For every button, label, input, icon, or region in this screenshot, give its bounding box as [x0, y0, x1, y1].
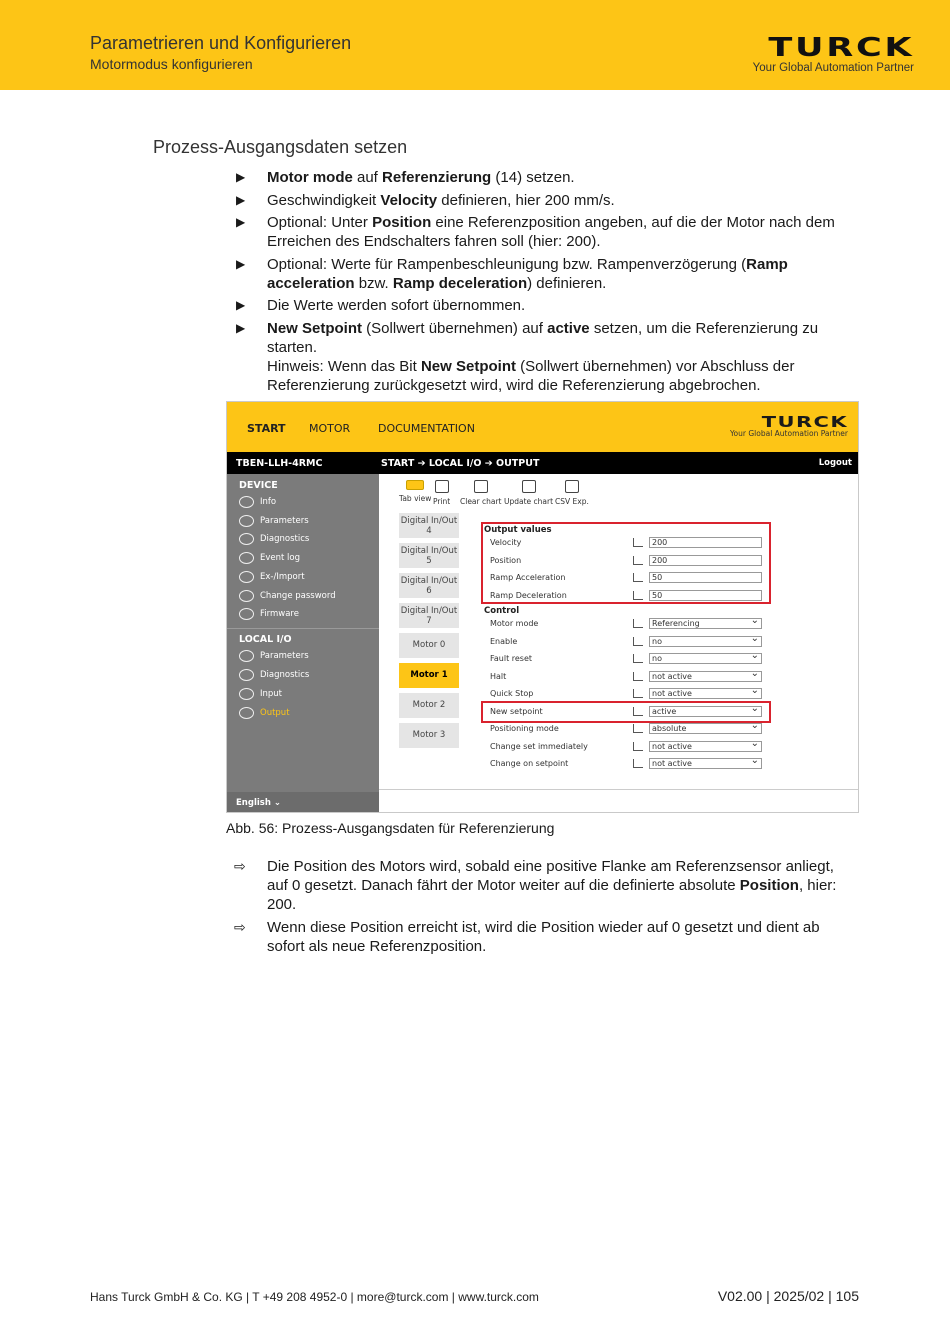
bold-term: Referenzierung	[382, 169, 492, 186]
sidebar-item-icon	[239, 533, 254, 545]
sidebar-item-icon	[239, 552, 254, 564]
module-button[interactable]: Motor 1	[399, 663, 459, 688]
sidebar-item-diagnostics[interactable]	[239, 533, 309, 545]
param-select[interactable]: active ⌄	[649, 706, 762, 717]
sidebar-item-local-parameters[interactable]	[239, 650, 309, 662]
sidebar-item-local-input[interactable]	[239, 688, 282, 700]
toolbar-label: Update chart	[504, 497, 554, 506]
bold-term: Position	[739, 877, 799, 894]
param-row-positioning-mode	[490, 723, 765, 737]
arrow-bullet-icon: ▶	[236, 298, 246, 312]
sidebar-item-label: Change password	[260, 590, 336, 601]
logout-link[interactable]: Logout	[818, 458, 852, 468]
sidebar-item-icon	[239, 515, 254, 527]
param-select[interactable]: absolute ⌄	[649, 723, 762, 734]
param-label: Velocity	[490, 538, 522, 547]
result-arrow-icon: ⇨	[234, 918, 246, 935]
update-chart-icon	[522, 480, 536, 493]
arrow-bullet-icon: ▶	[236, 320, 246, 335]
output-values-title: Output values	[484, 525, 552, 535]
param-row-change-set-immediately	[490, 741, 765, 755]
bold-term: New Setpoint	[420, 357, 516, 375]
sidebar-item-label: Parameters	[260, 515, 309, 526]
arrow-bullet-icon: ▶	[236, 256, 246, 271]
param-label: Change on setpoint	[490, 759, 569, 768]
nav-documentation[interactable]: DOCUMENTATION	[378, 422, 475, 435]
web-ui-sidebar	[227, 474, 379, 792]
turck-logo	[752, 33, 914, 74]
web-ui-device-bar	[227, 452, 859, 474]
sidebar-item-icon	[239, 688, 254, 700]
param-input[interactable]: 200	[649, 537, 762, 548]
toolbar-clear-chart[interactable]	[460, 480, 502, 506]
param-label: Position	[490, 555, 522, 565]
chart-icon[interactable]	[633, 654, 643, 663]
result-item: ⇨ Die Position des Motors wird, sobald eine positive Flanke am Referenzsensor anliegt, auf 0 gesetzt. Danach fährt der Motor weiter auf die definierte absolute Position, hier: 200.	[234, 858, 837, 913]
toolbar-print[interactable]	[433, 480, 450, 506]
param-input[interactable]: 50	[649, 590, 762, 601]
web-ui-topbar	[227, 402, 859, 452]
bold-term: Ramp acceleration	[267, 255, 788, 292]
param-select[interactable]: not active ⌄	[649, 758, 762, 769]
figure-caption: Abb. 56: Prozess-Ausgangsdaten für Referenzierung	[226, 820, 555, 836]
device-name: TBEN-LLH-4RMC	[236, 458, 323, 469]
param-label: New setpoint	[490, 706, 543, 716]
footer-contact: Hans Turck GmbH & Co. KG | T +49 208 4952-0 | more@turck.com | www.turck.com	[90, 1290, 539, 1304]
module-button[interactable]: Motor 0	[399, 633, 459, 658]
section-title: Prozess-Ausgangsdaten setzen	[153, 137, 408, 157]
control-title: Control	[484, 606, 520, 616]
sidebar-item-label: Diagnostics	[260, 670, 310, 680]
step-item: ▶ Geschwindigkeit Velocity definieren, hier 200 mm/s.	[236, 191, 615, 209]
toolbar-update-chart[interactable]	[504, 480, 553, 506]
sidebar-item-label: Info	[260, 497, 277, 507]
bold-term: Ramp deceleration	[392, 274, 528, 292]
csv-export-icon	[565, 480, 579, 493]
param-label: Fault reset	[490, 654, 533, 663]
sidebar-item-icon	[239, 608, 254, 620]
param-input[interactable]: 50	[649, 572, 762, 583]
step-item: ▶ Motor mode auf Referenzierung (14) setzen.	[236, 169, 575, 186]
bold-term: New Setpoint	[267, 319, 363, 337]
sidebar-item-firmware[interactable]	[239, 608, 299, 620]
toolbar-csv-export[interactable]	[555, 480, 589, 506]
step-item: ▶ New Setpoint (Sollwert übernehmen) auf active setzen, um die Referenzierung zu starten. Hinweis: Wenn das Bit New Setpoint (Sollwert übernehmen) vor Abschluss der Referenzierung zurückgesetzt wird, wird die Referenzierung abgebrochen.	[236, 319, 819, 394]
param-row-motor-mode	[490, 618, 765, 632]
param-row-quick-stop	[490, 688, 765, 702]
sidebar-item-ex-import[interactable]	[239, 571, 305, 583]
toolbar-label: Tab view	[399, 494, 432, 503]
web-ui-logo-tagline: Your Global Automation Partner	[729, 429, 848, 438]
nav-start[interactable]: START	[247, 422, 286, 435]
toolbar-label: Clear chart	[460, 497, 502, 506]
bold-term: Motor mode	[267, 169, 353, 186]
result-arrow-icon: ⇨	[234, 858, 246, 874]
highlight-new-setpoint	[481, 701, 771, 723]
footer-version: V02.00 | 2025/02 | 105	[717, 1288, 859, 1304]
sidebar-item-info[interactable]	[239, 496, 276, 508]
param-label: Enable	[490, 636, 518, 646]
sidebar-item-icon	[239, 650, 254, 662]
print-icon	[435, 480, 449, 493]
sidebar-item-label: Input	[260, 689, 283, 699]
param-label: Change set immediately	[490, 741, 588, 751]
sidebar-item-icon	[239, 707, 254, 719]
nav-motor[interactable]: MOTOR	[309, 422, 351, 435]
param-select[interactable]: no ⌄	[649, 653, 762, 664]
param-select[interactable]: no ⌄	[649, 636, 762, 647]
sidebar-item-label: Parameters	[260, 651, 309, 661]
toolbar-label: Print	[433, 497, 451, 506]
param-select[interactable]: Referencing ⌄	[649, 618, 762, 629]
sidebar-item-event-log[interactable]	[239, 552, 300, 564]
param-select[interactable]: not active ⌄	[649, 741, 762, 752]
param-row-halt	[490, 671, 765, 685]
result-item: ⇨ Wenn diese Position erreicht ist, wird die Position wieder auf 0 gesetzt und dient ab sofort als neue Referenzposition.	[234, 918, 820, 955]
param-label: Quick Stop	[490, 689, 534, 698]
arrow-bullet-icon: ▶	[236, 170, 246, 184]
sidebar-divider	[227, 628, 379, 629]
step-item: ▶ Optional: Unter Position eine Referenzposition angeben, auf die der Motor nach dem Erreichen des Endschalters fahren soll (hier: 200).	[236, 214, 835, 250]
instruction-steps	[236, 168, 856, 398]
chart-icon[interactable]	[633, 742, 643, 751]
sidebar-item-label: Ex-/Import	[260, 571, 305, 582]
chart-icon[interactable]	[633, 689, 643, 698]
param-select[interactable]: not active ⌄	[649, 688, 762, 699]
module-button[interactable]: Digital In/Out 4	[399, 513, 459, 538]
param-row-change-on-setpoint	[490, 758, 765, 772]
sidebar-item-icon	[239, 590, 254, 602]
sidebar-item-label: Diagnostics	[260, 534, 310, 545]
sidebar-item-label: Event log	[260, 553, 301, 564]
param-select[interactable]: not active ⌄	[649, 671, 762, 682]
arrow-bullet-icon: ▶	[236, 192, 246, 207]
sidebar-item-label: Firmware	[260, 609, 299, 620]
sidebar-heading-device: DEVICE	[239, 480, 278, 491]
sidebar-item-icon	[239, 571, 254, 583]
param-label: Positioning mode	[490, 724, 559, 733]
chart-icon[interactable]	[633, 637, 643, 646]
web-ui-logo-word: TURCK	[761, 413, 848, 431]
page-header	[0, 0, 950, 90]
param-input[interactable]: 200	[649, 555, 762, 566]
bold-term: Position	[372, 214, 432, 231]
web-ui-logo	[730, 415, 848, 438]
sidebar-item-local-output[interactable]	[239, 707, 290, 719]
param-label: Ramp Deceleration	[490, 590, 567, 600]
toolbar-tab-view[interactable]	[399, 480, 431, 503]
sidebar-item-icon	[239, 496, 254, 508]
step-item: ▶ Optional: Werte für Rampenbeschleunigung bzw. Rampenverzögerung (Ramp acceleration bzw. Ramp deceleration) definieren.	[236, 255, 788, 292]
toolbar-label: CSV Exp.	[555, 497, 589, 506]
module-button[interactable]: Digital In/Out 5	[399, 543, 459, 568]
bold-term: Velocity	[380, 191, 438, 209]
module-button[interactable]: Digital In/Out 6	[399, 573, 459, 598]
param-label: Halt	[490, 671, 507, 681]
logo-tagline: Your Global Automation Partner	[752, 62, 914, 74]
chart-icon[interactable]	[633, 619, 643, 628]
sidebar-item-parameters[interactable]	[239, 515, 309, 527]
result-list	[236, 857, 856, 959]
step-item: ▶ Die Werte werden sofort übernommen.	[236, 297, 526, 314]
bold-term: active	[547, 319, 590, 337]
sidebar-item-local-diagnostics[interactable]	[239, 669, 309, 681]
clear-chart-icon	[474, 480, 488, 493]
module-button[interactable]: Motor 3	[399, 723, 459, 748]
chart-icon[interactable]	[633, 672, 643, 681]
page-header-title: Parametrieren und Konfigurieren	[90, 33, 352, 53]
module-button[interactable]: Motor 2	[399, 693, 459, 718]
arrow-bullet-icon: ▶	[236, 215, 246, 229]
logo-word: TURCK	[768, 33, 914, 63]
highlight-output-values	[481, 522, 771, 604]
param-row-fault-reset	[490, 653, 765, 667]
param-row-enable	[490, 636, 765, 650]
chart-icon[interactable]	[633, 759, 643, 768]
sidebar-item-label: Output	[260, 708, 290, 718]
web-ui-footer-area	[379, 789, 859, 813]
sidebar-heading-local-io: LOCAL I/O	[239, 634, 292, 645]
page-header-subtitle: Motormodus konfigurieren	[90, 56, 253, 72]
sidebar-item-change-password[interactable]	[239, 590, 336, 602]
web-ui-figure	[226, 401, 859, 813]
sidebar-item-icon	[239, 669, 254, 681]
tab-view-icon	[406, 480, 424, 490]
param-label: Ramp Acceleration	[490, 573, 566, 582]
param-label: Motor mode	[490, 619, 539, 628]
module-button[interactable]: Digital In/Out 7	[399, 603, 459, 628]
language-select[interactable]: English ⌄	[227, 792, 379, 813]
breadcrumb: START ➔ LOCAL I/O ➔ OUTPUT	[381, 458, 540, 469]
chart-icon[interactable]	[633, 724, 643, 733]
